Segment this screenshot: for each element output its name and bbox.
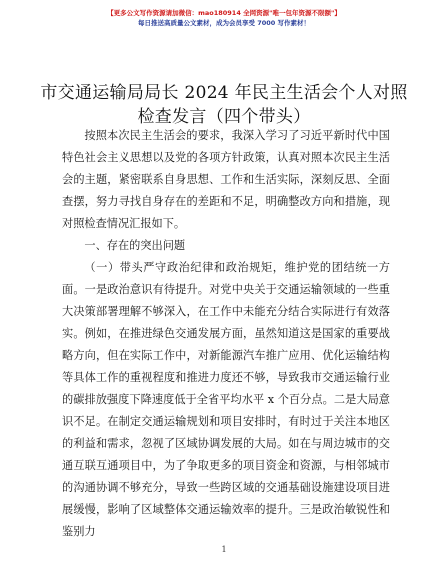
document-body	[62, 125, 390, 543]
page-number: 1	[221, 545, 227, 554]
promo-header	[0, 8, 448, 28]
section-paragraph: （一）带头严守政治纪律和政治规矩，维护党的团结统一方面。一是政治意识有待提升。对党中央关于交通运输领域的一些重大决策部署理解不够深入，在工作中未能充分结合实际进行有效落实。例如，在推进绿色交通发展方面，虽然知道这是国家的重要战略方向，但在实际工作中，对新能源汽车推广应用、优化运输结构等具体工作的重视程度和推进力度还不够，导致我市交通运输行业的碳排放强度下降速度低于全省平均水平 x 个百分点。二是大局意识不足。在制定交通运输规划和项目安排时，有时过于关注本地区的利益和需求，忽视了区域协调发展的大局。如在与周边城市的交通互联互通项目中，为了争取更多的项目资金和资源，与相邻城市的沟通协调不够充分，导致一些跨区域的交通基础设施建设项目进展缓慢，影响了区域整体交通运输效率的提升。三是政治敏锐性和鉴别力	[62, 261, 390, 538]
promo-line-1: 【更多公文写作资源请加微信：mao180914 全网资源"唯一包年资源不限额"】	[107, 9, 341, 17]
section-heading: 一、存在的突出问题	[84, 239, 186, 252]
document-title: 市交通运输局局长 2024 年民主生活会个人对照检查发言（四个带头）	[40, 83, 408, 127]
intro-paragraph: 按照本次民主生活会的要求，我深入学习了习近平新时代中国特色社会主义思想以及党的各项方针政策，认真对照本次民主生活会的主题，紧密联系自身思想、工作和生活实际，深刻反思、全面查摆，努力寻找自身存在的差距和不足，明确整改方向和措施，现对照检查情况汇报如下。	[62, 129, 390, 230]
promo-line-2: 每日推送高质量公文素材，成为会员享受 7000 写作素材！	[137, 19, 311, 27]
